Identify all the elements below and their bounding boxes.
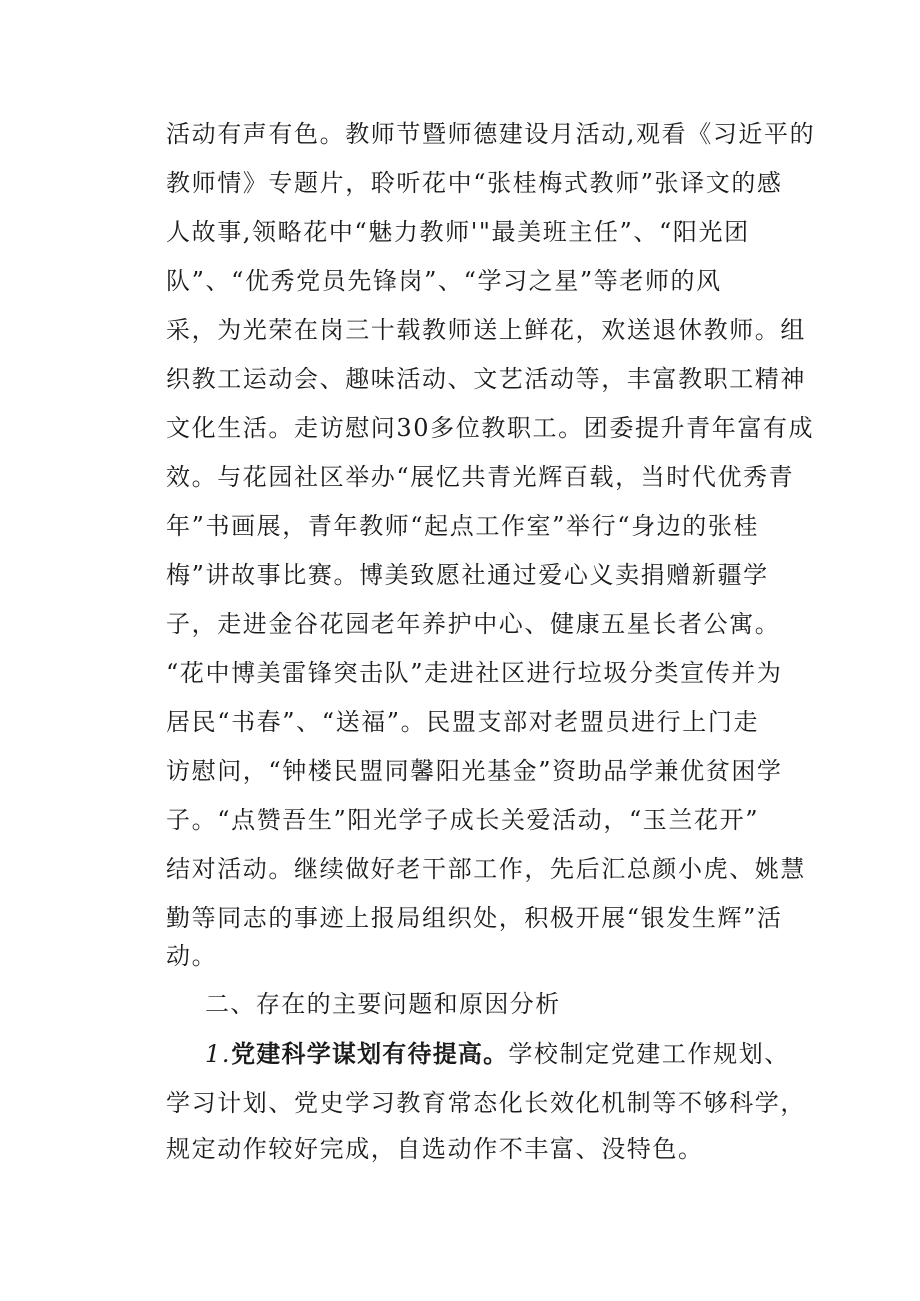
body-text-line: 子。“点赞吾生”阳光学子成长关爱活动，“玉兰花开” [166,806,760,834]
body-text-line: 动。 [166,942,218,970]
body-text-line: 年”书画展，青年教师“起点工作室”举行“身边的张桂 [166,512,760,540]
body-text-line: 人故事,领略花中“魅力教师'"最美班主任”、“阳光团 [166,218,750,246]
body-text-line: 勤等同志的事迹上报局组织处，积极开展“银发生辉”活 [166,904,783,932]
body-text-line: 访慰问，“钟楼民盟同馨阳光基金”资助品学兼优贫困学 [166,757,783,785]
body-text-line: 采，为光荣在岗三十载教师送上鲜花，欢送退休教师。组 [166,316,806,344]
body-text-line: 队”、“优秀党员先锋岗”、“学习之星”等老师的风 [166,267,722,295]
body-text-line: 结对活动。继续做好老干部工作，先后汇总颜小虎、姚慧 [166,855,806,883]
body-text-line: 学习计划、党史学习教育常态化长效化机制等不够科学， [166,1089,806,1117]
body-text-line: 规定动作较好完成，自选动作不丰富、没特色。 [166,1135,704,1163]
item-title: 党建科学谋划有待提高。 [231,1040,509,1068]
body-text-line: 织教工运动会、趣味活动、文艺活动等，丰富教职工精神 [166,365,806,393]
item-number: 1 [205,1040,222,1068]
section-heading: 二、存在的主要问题和原因分析 [205,990,561,1018]
body-text-line: 效。与花园社区举办“展忆共青光辉百载，当时代优秀青 [166,463,795,491]
body-text-line: 居民“书春”、“送福”。民盟支部对老盟员进行上门走 [166,708,760,736]
body-text-line: “花中博美雷锋突击队”走进社区进行垃圾分类宣传并为 [166,659,783,687]
item-first-line [205,1039,790,1069]
item-text: 学校制定党建工作规划、 [508,1040,790,1068]
body-text-line: 教师情》专题片，聆听花中“张桂梅式教师”张译文的感 [166,169,783,197]
body-text-line: 子，走进金谷花园老年养护中心、健康五星长者公寓。 [166,610,781,638]
body-text-line: 活动有声有色。教师节暨师德建设月活动,观看《习近平的 [166,120,816,148]
item-separator: . [221,1040,232,1068]
body-text-line: 梅”讲故事比赛。博美致愿社通过爱心义卖捐赠新疆学 [166,561,769,589]
body-text-line: 文化生活。走访慰问30多位教职工。团委提升青年富有成 [166,414,815,442]
